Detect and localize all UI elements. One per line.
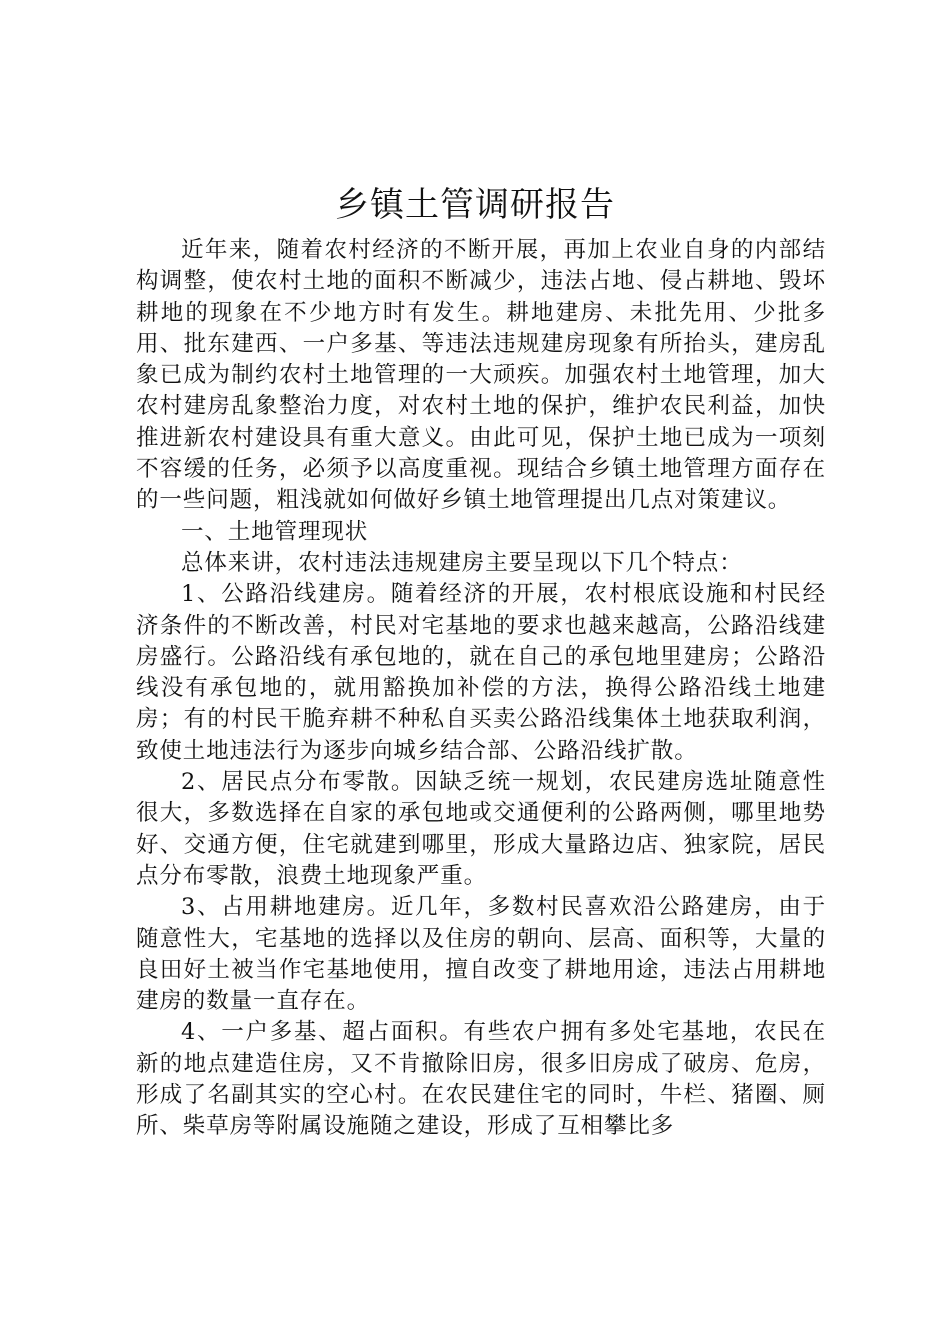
document-body — [136, 235, 826, 1143]
page-title: 乡镇土管调研报告 — [335, 185, 615, 225]
paragraph-item-2: 2、居民点分布零散。因缺乏统一规划，农民建房选址随意性很大，多数选择在自家的承包地或交通便利的公路两侧，哪里地势好、交通方便，住宅就建到哪里，形成大量路边店、独家院，居民点分布零散，浪费土地现象严重。 — [136, 769, 826, 889]
paragraph-overview: 总体来讲，农村违法违规建房主要呈现以下几个特点： — [181, 549, 743, 576]
paragraph-item-1: 1、公路沿线建房。随着经济的开展，农村根底设施和村民经济条件的不断改善，村民对宅基地的要求也越来越高，公路沿线建房盛行。公路沿线有承包地的，就在自己的承包地里建房；公路沿线没有承包地的，就用豁换加补偿的方法，换得公路沿线土地建房；有的村民干脆弃耕不种私自买卖公路沿线集体土地获取利润，致使土地违法行为逐步向城乡结合部、公路沿线扩散。 — [136, 581, 826, 764]
paragraph-intro: 近年来，随着农村经济的不断开展，再加上农业自身的内部结构调整，使农村土地的面积不断减少，违法占地、侵占耕地、毁坏耕地的现象在不少地方时有发生。耕地建房、未批先用、少批多用、批东建西、一户多基、等违法违规建房现象有所抬头，建房乱象已成为制约农村土地管理的一大顽疾。加强农村土地管理，加大农村建房乱象整治力度，对农村土地的保护，维护农民利益，加快推进新农村建设具有重大意义。由此可见，保护土地已成为一项刻不容缓的任务，必须予以高度重视。现结合乡镇土地管理方面存在的一些问题，粗浅就如何做好乡镇土地管理提出几点对策建议。 — [136, 237, 826, 514]
section-heading: 一、土地管理现状 — [181, 518, 369, 545]
paragraph-item-3: 3、占用耕地建房。近几年，多数村民喜欢沿公路建房，由于随意性大，宅基地的选择以及住房的朝向、层高、面积等，大量的良田好土被当作宅基地使用，擅自改变了耕地用途，违法占用耕地建房的数量一直存在。 — [136, 894, 826, 1015]
paragraph-item-4: 4、一户多基、超占面积。有些农户拥有多处宅基地，农民在新的地点建造住房，又不肯撤除旧房，很多旧房成了破房、危房，形成了名副其实的空心村。在农民建住宅的同时，牛栏、猪圈、厕所、柴草房等附属设施随之建设，形成了互相攀比多 — [136, 1019, 826, 1140]
